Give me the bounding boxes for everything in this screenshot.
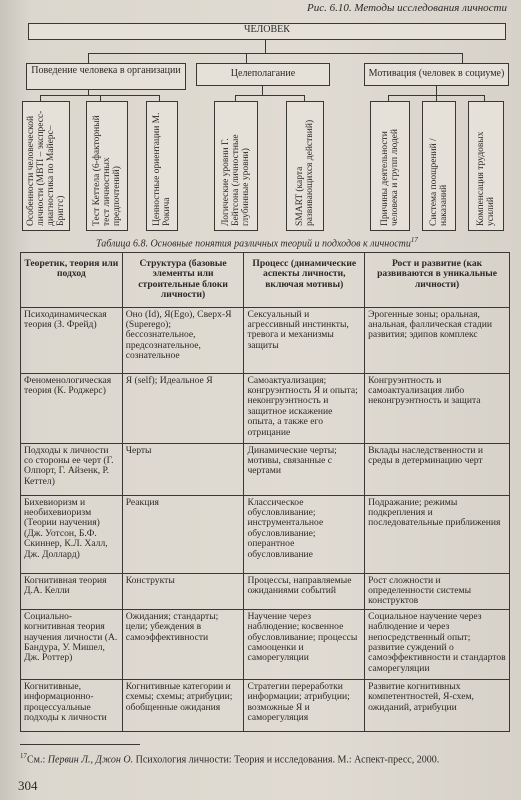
leaf-label: Компенсация трудовых усилий	[476, 131, 496, 226]
diagram-branch-behavior	[26, 63, 186, 90]
table-cell: Когнитивные категории и схемы; схемы; атрибуции; обобщенные ожидания	[122, 679, 244, 731]
leaf-label: SMART (карта развивающихся действий)	[295, 119, 315, 226]
connector-line	[265, 39, 266, 53]
table-cell: Социально-когнитивная теория научения личности (А. Бандура, У. Мишел, Дж. Роттер)	[21, 609, 123, 679]
table-cell: Социальное научение через наблюдение и через непосредственный опыт; развитие суждений о самоэффективности и стандартов саморегуляции	[365, 609, 510, 679]
table-cell: Эрогенные зоны; оральная, анальная, фаллическая стадии развития; эдипов комплекс	[365, 307, 510, 373]
table-caption	[96, 236, 516, 249]
footnote-ref: 17	[410, 236, 418, 244]
table-header-row	[21, 253, 510, 308]
table-cell: Когнитивные, информационно-процессуальные подходы к личности	[21, 679, 123, 731]
table-cell: Классическое обусловливание; инструментальное обусловливание; оперантное обусловливание	[244, 495, 365, 573]
connector-line	[246, 53, 247, 63]
footnote-authors: Первин Л., Джон О.	[47, 754, 134, 766]
table-cell: Психодинамическая теория (З. Фрейд)	[21, 307, 123, 373]
footnote-text: Психология личности: Теория и исследования. М.: Аспект-пресс, 2000.	[133, 754, 440, 766]
diagram-root-label: ЧЕЛОВЕК	[244, 24, 290, 35]
table-cell: Конструкты	[122, 573, 244, 609]
connector-line	[88, 53, 89, 63]
table-cell: Самоактуализация; конгруэнтность Я и опыта; неконгруэнтность и защитное искажение опыта, а также его отрицание	[244, 373, 365, 443]
header-structure: Структура (базовые элементы или строительные блоки личности)	[122, 253, 244, 308]
branch-label: Целеполагание	[230, 68, 296, 79]
table-cell: Вклады наследственности и среды в детерминацию черт	[365, 443, 510, 495]
table-cell: Оно (Id), Я(Ego), Сверх-Я (Superego); бессознательное, предсознательное, сознательное	[122, 307, 244, 373]
diagram-leaf-smart	[286, 101, 324, 231]
table-caption-text: Таблица 6.8. Основные понятия различных теорий и подходов к личности	[96, 238, 411, 250]
connector-line	[436, 85, 437, 95]
connector-line	[262, 85, 263, 95]
diagram-leaf-rokeach	[146, 101, 178, 231]
table-row	[21, 373, 510, 443]
table-cell: Реакция	[122, 495, 244, 573]
leaf-label: Логические уровни Г. Бейтсона (личностные глубинные уровни)	[221, 134, 251, 226]
table-row	[21, 609, 510, 679]
table-row	[21, 573, 510, 609]
table-row	[21, 495, 510, 573]
table-cell: Процессы, направляемые ожиданиями событий	[244, 573, 365, 609]
table-cell: Научение через наблюдение; косвенное обусловливание; процессы самооценки и саморегуляции	[244, 609, 365, 679]
leaf-label: Тест Кеттела (6-факторный тест личностных предпочтений)	[92, 115, 122, 226]
connector-line	[462, 53, 463, 63]
footnote-divider	[20, 744, 140, 745]
table-row	[21, 307, 510, 373]
table-cell: Бихевиоризм и необихевиоризм (Теории научения) (Дж. Уотсон, Б.Ф. Скиннер, К.Л. Халл, Дж. Доллард)	[21, 495, 123, 573]
header-theorist: Теоретик, теория или подход	[21, 253, 123, 308]
diagram-leaf-compensation	[468, 101, 504, 231]
table-cell: Я (self); Идеальное Я	[122, 373, 244, 443]
diagram-leaf-cattell	[86, 101, 128, 231]
table-cell: Конгруэнтность и самоактуализация либо неконгруэнтность и защита	[365, 373, 510, 443]
diagram-root-box	[28, 23, 506, 40]
header-process: Процесс (динамические аспекты личности, включая мотивы)	[244, 253, 365, 308]
table-cell: Когнитивная теория Д.А. Келли	[21, 573, 123, 609]
footnote-number: 17	[20, 752, 27, 760]
table-cell: Рост сложности и определенности системы конструктов	[365, 573, 510, 609]
diagram-leaf-mbti	[22, 101, 70, 231]
table-cell: Стратегии переработки информации; атрибуции; возможные Я и саморегуляция	[244, 679, 365, 731]
theories-table	[20, 252, 510, 732]
table-cell: Черты	[122, 443, 244, 495]
table-cell: Сексуальный и агрессивный инстинкты, тревога и механизмы защиты	[244, 307, 365, 373]
figure-caption: Рис. 6.10. Методы исследования личности	[306, 2, 507, 14]
table-row	[21, 679, 510, 731]
page-number: 304	[18, 778, 38, 793]
table-cell: Подходы к личности со стороны ее черт (Г. Олпорт, Г. Айзенк, Р. Кеттел)	[21, 443, 123, 495]
table-cell: Феноменологическая теория (К. Роджерс)	[21, 373, 123, 443]
diagram-leaf-rewards	[422, 101, 456, 231]
footnote	[20, 752, 510, 765]
connector-line	[88, 53, 463, 54]
leaf-label: Система поощрений / наказаний	[429, 138, 449, 226]
leaf-label: Особенности человеческой личности (МВТІ – экспресс-диагностика по Майерс–Бриггс)	[26, 110, 66, 226]
table-row	[21, 443, 510, 495]
header-growth: Рост и развитие (как развиваются в уникальные личности)	[365, 253, 510, 308]
table-cell: Подражание; режимы подкрепления и последовательные приближения	[365, 495, 510, 573]
table-cell: Развитие когнитивных компетентностей, Я-схем, ожиданий, атрибуции	[365, 679, 510, 731]
branch-label: Мотивация (человек в социуме)	[368, 68, 505, 79]
table-cell: Ожидания; стандарты; цели; убеждения в самоэффективности	[122, 609, 244, 679]
table-cell: Динамические черты; мотивы, связанные с чертами	[244, 443, 365, 495]
diagram-branch-goalsetting	[196, 63, 330, 86]
diagram-branch-motivation	[364, 63, 509, 86]
footnote-prefix: См.:	[27, 754, 48, 766]
diagram-leaf-reasons	[370, 101, 410, 231]
leaf-label: Ценностные ориентации М. Рокича	[152, 112, 172, 226]
connector-line	[235, 95, 305, 96]
branch-label: Поведение человека в организации	[31, 65, 181, 76]
leaf-label: Причины деятельности человека и групп людей	[380, 129, 400, 226]
diagram-leaf-bateson	[214, 101, 258, 231]
